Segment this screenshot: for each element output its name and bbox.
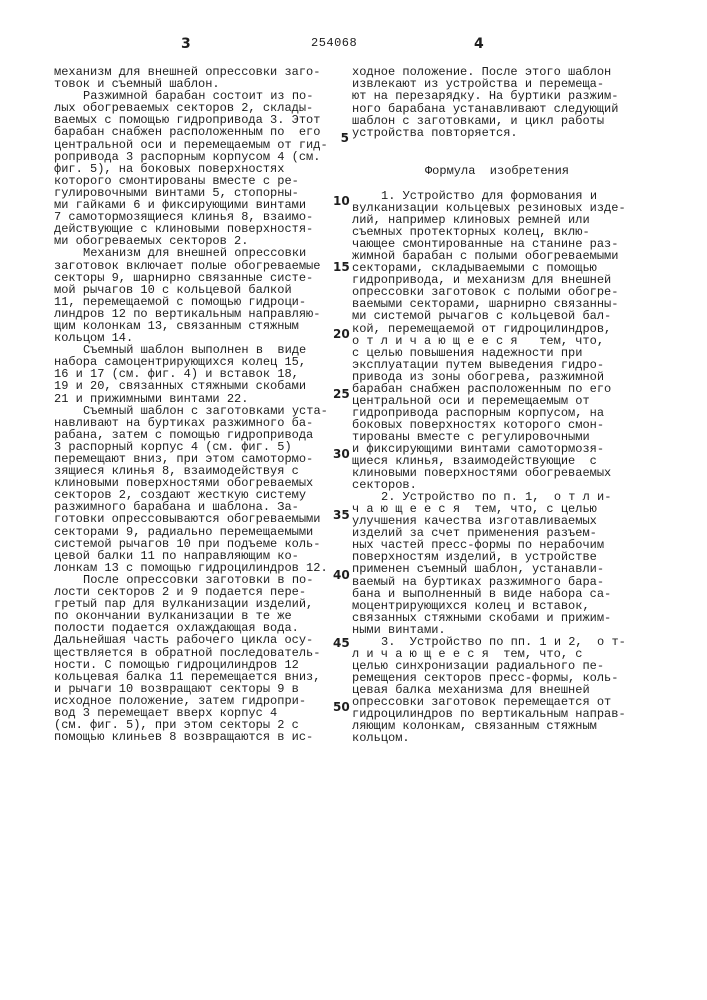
text-line: Разжимной барабан состоит из по-	[54, 90, 328, 102]
text-line: ч а ю щ е е с я тем, что, с целью	[352, 503, 626, 515]
text-line: мой рычагов 10 с кольцевой балкой	[54, 284, 328, 296]
text-line: ваемыми секторами, шарнирно связанны-	[352, 298, 626, 310]
text-line: 19 и 20, связанных стяжными скобами	[54, 380, 328, 392]
line-number: 35	[333, 508, 349, 522]
text-line: чающее смонтированные на станине раз-	[352, 238, 626, 250]
text-line: барабан снабжен расположенным по его	[54, 126, 328, 138]
text-line: секторов.	[352, 479, 626, 491]
text-line: кольцом.	[352, 732, 626, 744]
claims-text	[352, 190, 626, 744]
text-line: 1. Устройство для формования и	[352, 190, 626, 202]
text-line: ремещения секторов пресс-формы, коль-	[352, 672, 626, 684]
text-line: линдров 12 по вертикальным направляю-	[54, 308, 328, 320]
text-line: ходное положение. После этого шаблон	[352, 66, 618, 78]
text-line: Дальнейшая часть рабочего цикла осу-	[54, 634, 328, 646]
text-line: готовки опрессовываются обогреваемыми	[54, 513, 328, 525]
right-column-text	[352, 66, 618, 139]
text-line: ми обогреваемых секторов 2.	[54, 235, 328, 247]
text-line: 3. Устройство по пп. 1 и 2, о т-	[352, 636, 626, 648]
text-line: действующие с клиновыми поверхностя-	[54, 223, 328, 235]
text-line: ного барабана устанавливают следующий	[352, 103, 618, 115]
text-line: привода из зоны обогрева, разжимной	[352, 371, 626, 383]
text-line: механизм для внешней опрессовки заго-	[54, 66, 328, 78]
text-line: тированы вместе с регулировочными	[352, 431, 626, 443]
text-line: (см. фиг. 5), при этом секторы 2 с	[54, 719, 328, 731]
text-line: клиновыми поверхностями обогреваемых	[352, 467, 626, 479]
text-line: ми системой рычагов с кольцевой бал-	[352, 310, 626, 322]
text-line: центральной оси и перемещаемым от	[352, 395, 626, 407]
text-line: моцентрирующихся колец и вставок,	[352, 600, 626, 612]
text-line: гидроцилиндров по вертикальным направ-	[352, 708, 626, 720]
text-line: 11, перемещаемой с помощью гидроци-	[54, 296, 328, 308]
text-line: набора самоцентрирующихся колец 15,	[54, 356, 328, 368]
section-heading: Формула изобретения	[352, 164, 642, 178]
text-line: лости секторов 2 и 9 подается пере-	[54, 586, 328, 598]
text-line: эксплуатации путем выведения гидро-	[352, 359, 626, 371]
text-line: связанных стяжными скобами и прижим-	[352, 612, 626, 624]
text-line: ляющим колонкам, связанным стяжным	[352, 720, 626, 732]
text-line: 2. Устройство по п. 1, о т л и-	[352, 491, 626, 503]
text-line: съемных протекторных колец, вклю-	[352, 226, 626, 238]
text-line: щим колонкам 13, связанным стяжным	[54, 320, 328, 332]
text-line: ных частей пресс-формы по нерабочим	[352, 539, 626, 551]
text-line: опрессовки заготовок с полыми обогре-	[352, 286, 626, 298]
text-line: боковых поверхностях которого смон-	[352, 419, 626, 431]
text-line: фиг. 5), на боковых поверхностях	[54, 163, 328, 175]
text-line: по окончании вулканизации в те же	[54, 610, 328, 622]
text-line: с целью повышения надежности при	[352, 347, 626, 359]
line-number: 15	[333, 260, 349, 274]
text-line: улучшения качества изготавливаемых	[352, 515, 626, 527]
text-line: о т л и ч а ю щ е е с я тем, что,	[352, 335, 626, 347]
line-number: 30	[333, 447, 349, 461]
text-line: секторы 9, шарнирно связанные систе-	[54, 272, 328, 284]
text-line: жимной барабан с полыми обогреваемыми	[352, 250, 626, 262]
text-line: гидропривода, и механизм для внешней	[352, 274, 626, 286]
line-number: 40	[333, 568, 349, 582]
page-number-left: 3	[181, 36, 191, 52]
text-line: ности. С помощью гидроцилиндров 12	[54, 659, 328, 671]
text-line: ропривода 3 распорным корпусом 4 (см.	[54, 151, 328, 163]
text-line: ными винтами.	[352, 624, 626, 636]
text-line: Съемный шаблон выполнен в виде	[54, 344, 328, 356]
line-number: 5	[333, 131, 349, 145]
text-line: ваемых с помощью гидропривода 3. Этот	[54, 114, 328, 126]
text-line: которого смонтированы вместе с ре-	[54, 175, 328, 187]
text-line: и рычаги 10 возвращают секторы 9 в	[54, 683, 328, 695]
text-line: зящиеся клинья 8, взаимодействуя с	[54, 465, 328, 477]
text-line: товок и съемный шаблон.	[54, 78, 328, 90]
text-line: полости подается охлаждающая вода.	[54, 622, 328, 634]
text-line: и фиксирующими винтами самотормозя-	[352, 443, 626, 455]
text-line: поверхностям изделий, в устройстве	[352, 551, 626, 563]
text-line: устройства повторяется.	[352, 127, 618, 139]
text-line: вулканизации кольцевых резиновых изде-	[352, 202, 626, 214]
text-line: целью синхронизации радиального пе-	[352, 660, 626, 672]
text-line: кой, перемещаемой от гидроцилиндров,	[352, 323, 626, 335]
text-line: гретый пар для вулканизации изделий,	[54, 598, 328, 610]
text-line: перемещают вниз, при этом самотормо-	[54, 453, 328, 465]
text-line: ют на перезарядку. На буртики разжим-	[352, 90, 618, 102]
text-line: лий, например клиновых ремней или	[352, 214, 626, 226]
text-line: 7 самотормозящиеся клинья 8, взаимо-	[54, 211, 328, 223]
text-line: секторов 2, создают жесткую систему	[54, 489, 328, 501]
text-line: гулировочными винтами 5, стопорны-	[54, 187, 328, 199]
text-line: заготовок включает полые обогреваемые	[54, 260, 328, 272]
line-number: 10	[333, 194, 349, 208]
text-line: гидропривода распорным корпусом, на	[352, 407, 626, 419]
text-line: цевой балки 11 по направляющим ко-	[54, 550, 328, 562]
text-line: вод 3 перемещает вверх корпус 4	[54, 707, 328, 719]
text-line: После опрессовки заготовки в по-	[54, 574, 328, 586]
text-line: цевая балка механизма для внешней	[352, 684, 626, 696]
text-line: клиновыми поверхностями обогреваемых	[54, 477, 328, 489]
text-line: лых обогреваемых секторов 2, склады-	[54, 102, 328, 114]
text-line: применен съемный шаблон, устанавли-	[352, 563, 626, 575]
text-line: ваемый на буртиках разжимного бара-	[352, 576, 626, 588]
left-column-text	[54, 66, 328, 743]
text-line: барабан снабжен расположенным по его	[352, 383, 626, 395]
text-line: бана и выполненный в виде набора са-	[352, 588, 626, 600]
text-line: секторами, складываемыми с помощью	[352, 262, 626, 274]
text-line: 16 и 17 (см. фиг. 4) и вставок 18,	[54, 368, 328, 380]
text-line: опрессовки заготовок перемещается от	[352, 696, 626, 708]
text-line: Съемный шаблон с заготовками уста-	[54, 405, 328, 417]
text-line: ми гайками 6 и фиксирующими винтами	[54, 199, 328, 211]
text-line: рабана, затем с помощью гидропривода	[54, 429, 328, 441]
text-line: центральной оси и перемещаемым от гид-	[54, 139, 328, 151]
text-line: помощью клиньев 8 возвращаются в ис-	[54, 731, 328, 743]
text-line: лонкам 13 с помощью гидроцилиндров 12.	[54, 562, 328, 574]
line-number: 25	[333, 387, 349, 401]
text-line: кольцом 14.	[54, 332, 328, 344]
text-line: ществляется в обратной последователь-	[54, 647, 328, 659]
text-line: л и ч а ю щ е е с я тем, что, с	[352, 648, 626, 660]
text-line: исходное положение, затем гидропри-	[54, 695, 328, 707]
text-line: кольцевая балка 11 перемещается вниз,	[54, 671, 328, 683]
text-line: извлекают из устройства и перемеща-	[352, 78, 618, 90]
text-line: изделий за счет применения разъем-	[352, 527, 626, 539]
page-number-right: 4	[474, 36, 484, 52]
text-line: 3 распорный корпус 4 (см. фиг. 5)	[54, 441, 328, 453]
patent-number: 254068	[311, 36, 357, 50]
line-number: 20	[333, 327, 349, 341]
text-line: щиеся клинья, взаимодействующие с	[352, 455, 626, 467]
text-line: 21 и прижимными винтами 22.	[54, 393, 328, 405]
text-line: системой рычагов 10 при подъеме коль-	[54, 538, 328, 550]
line-number: 45	[333, 636, 349, 650]
line-number: 50	[333, 700, 349, 714]
text-line: навливают на буртиках разжимного ба-	[54, 417, 328, 429]
text-line: шаблон с заготовками, и цикл работы	[352, 115, 618, 127]
text-line: секторами 9, радиально перемещаемыми	[54, 526, 328, 538]
text-line: разжимного барабана и шаблона. За-	[54, 501, 328, 513]
text-line: Механизм для внешней опрессовки	[54, 247, 328, 259]
